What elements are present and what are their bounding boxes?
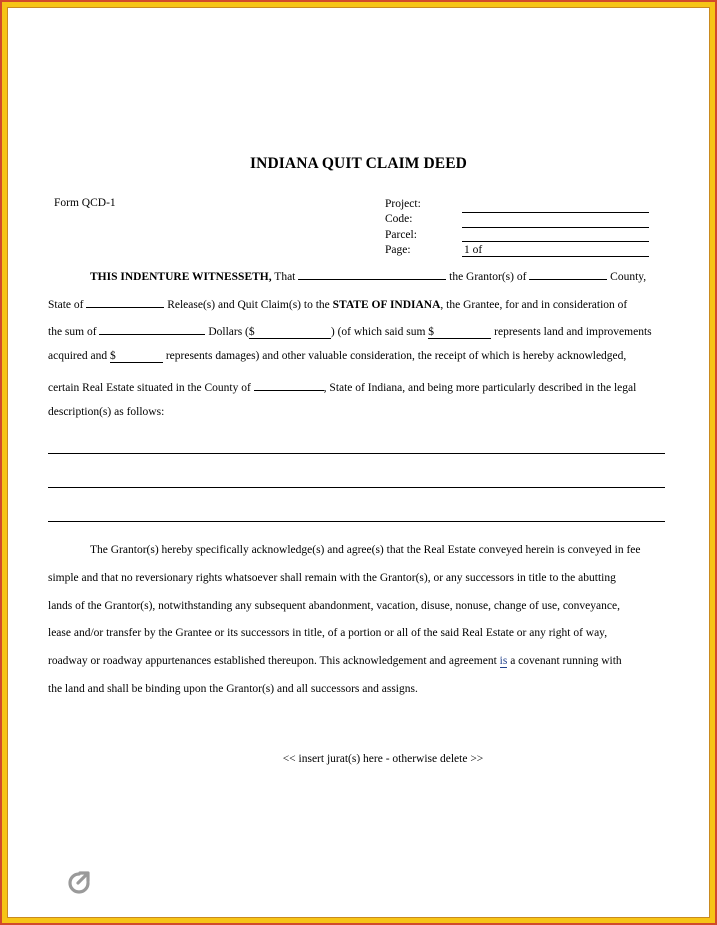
legal-description-line-2[interactable] bbox=[48, 487, 665, 488]
para1-l2-c: , the Grantee, for and in consideration of bbox=[440, 299, 628, 311]
para1-line5 bbox=[48, 378, 636, 394]
code-label: Code: bbox=[385, 213, 413, 225]
indenture-heading: THIS INDENTURE WITNESSETH, bbox=[90, 271, 272, 283]
jurat-placeholder: << insert jurat(s) here - otherwise delete >> bbox=[282, 753, 484, 765]
dollar-sign-3: $ bbox=[109, 350, 116, 362]
grantor-county-field[interactable] bbox=[529, 267, 607, 280]
grantor-name-field[interactable] bbox=[298, 267, 446, 280]
para1-l3-d: represents land and improvements bbox=[491, 326, 652, 338]
para1-line1 bbox=[90, 267, 646, 283]
para1-line4 bbox=[48, 350, 626, 363]
is-link[interactable]: is bbox=[499, 655, 508, 667]
sum-words-field[interactable] bbox=[99, 322, 205, 335]
para1-l4-a: acquired and bbox=[48, 350, 110, 362]
page-label: Page: bbox=[385, 244, 411, 256]
para1-l2-b: Release(s) and Quit Claim(s) to the bbox=[164, 299, 333, 311]
para1-l1-c: County, bbox=[607, 271, 647, 283]
para1-l3-b: Dollars ( bbox=[205, 326, 249, 338]
damages-field[interactable] bbox=[110, 350, 163, 363]
para2-line1: The Grantor(s) hereby specifically acknowledge(s) and agree(s) that the Real Estate conveyed herein is conveyed in fee bbox=[90, 544, 641, 556]
para2-line4: lease and/or transfer by the Grantee or its successors in title, of a portion or all of the said Real Estate or any right of way, bbox=[48, 627, 608, 639]
para1-l4-b: represents damages) and other valuable consideration, the receipt of which is hereby acknowledged, bbox=[162, 350, 627, 362]
land-improvements-field[interactable] bbox=[428, 326, 491, 339]
para2-line2: simple and that no reversionary rights whatsoever shall remain with the Grantor(s), or any successors in title to the abutting bbox=[48, 572, 616, 584]
para1-l5-b: , State of Indiana, and being more particularly described in the legal bbox=[323, 382, 637, 394]
sum-dollars-field[interactable] bbox=[249, 326, 331, 339]
para1-l1-a: That bbox=[271, 271, 299, 283]
project-label: Project: bbox=[385, 198, 421, 210]
code-field[interactable] bbox=[462, 227, 649, 228]
page-field[interactable] bbox=[462, 256, 649, 257]
page-value: 1 of bbox=[464, 244, 483, 256]
para1-l1-b: the Grantor(s) of bbox=[446, 271, 530, 283]
refresh-arrow-icon[interactable] bbox=[66, 870, 92, 896]
parcel-field[interactable] bbox=[462, 241, 649, 242]
para1-line2 bbox=[48, 295, 627, 311]
para1-line6: description(s) as follows: bbox=[48, 406, 165, 418]
para1-l2-a: State of bbox=[48, 299, 87, 311]
project-field[interactable] bbox=[462, 212, 649, 213]
para2-line3: lands of the Grantor(s), notwithstanding any subsequent abandonment, vacation, disuse, nonuse, change of use, conveyance, bbox=[48, 600, 620, 612]
state-field[interactable] bbox=[86, 295, 164, 308]
document-title: INDIANA QUIT CLAIM DEED bbox=[250, 155, 467, 172]
para1-l5-a: certain Real Estate situated in the County of bbox=[48, 382, 254, 394]
parcel-label: Parcel: bbox=[385, 229, 417, 241]
grantee-name: STATE OF INDIANA bbox=[332, 299, 441, 311]
legal-description-line-3[interactable] bbox=[48, 521, 665, 522]
form-id: Form QCD-1 bbox=[54, 197, 116, 209]
document-page bbox=[7, 7, 710, 918]
county-field[interactable] bbox=[254, 378, 324, 391]
para1-line3 bbox=[48, 322, 652, 339]
para1-l3-c: ) (of which said sum bbox=[330, 326, 429, 338]
para2-line6: the land and shall be binding upon the Grantor(s) and all successors and assigns. bbox=[48, 683, 418, 695]
para1-l3-a: the sum of bbox=[48, 326, 100, 338]
dollar-sign-2: $ bbox=[428, 326, 435, 338]
para2-l5-b: a covenant running with bbox=[507, 655, 622, 667]
para2-l5-a: roadway or roadway appurtenances established thereupon. This acknowledgement and agreement bbox=[48, 655, 500, 667]
para2-line5 bbox=[48, 655, 622, 667]
dollar-sign: $ bbox=[248, 326, 255, 338]
legal-description-line-1[interactable] bbox=[48, 453, 665, 454]
